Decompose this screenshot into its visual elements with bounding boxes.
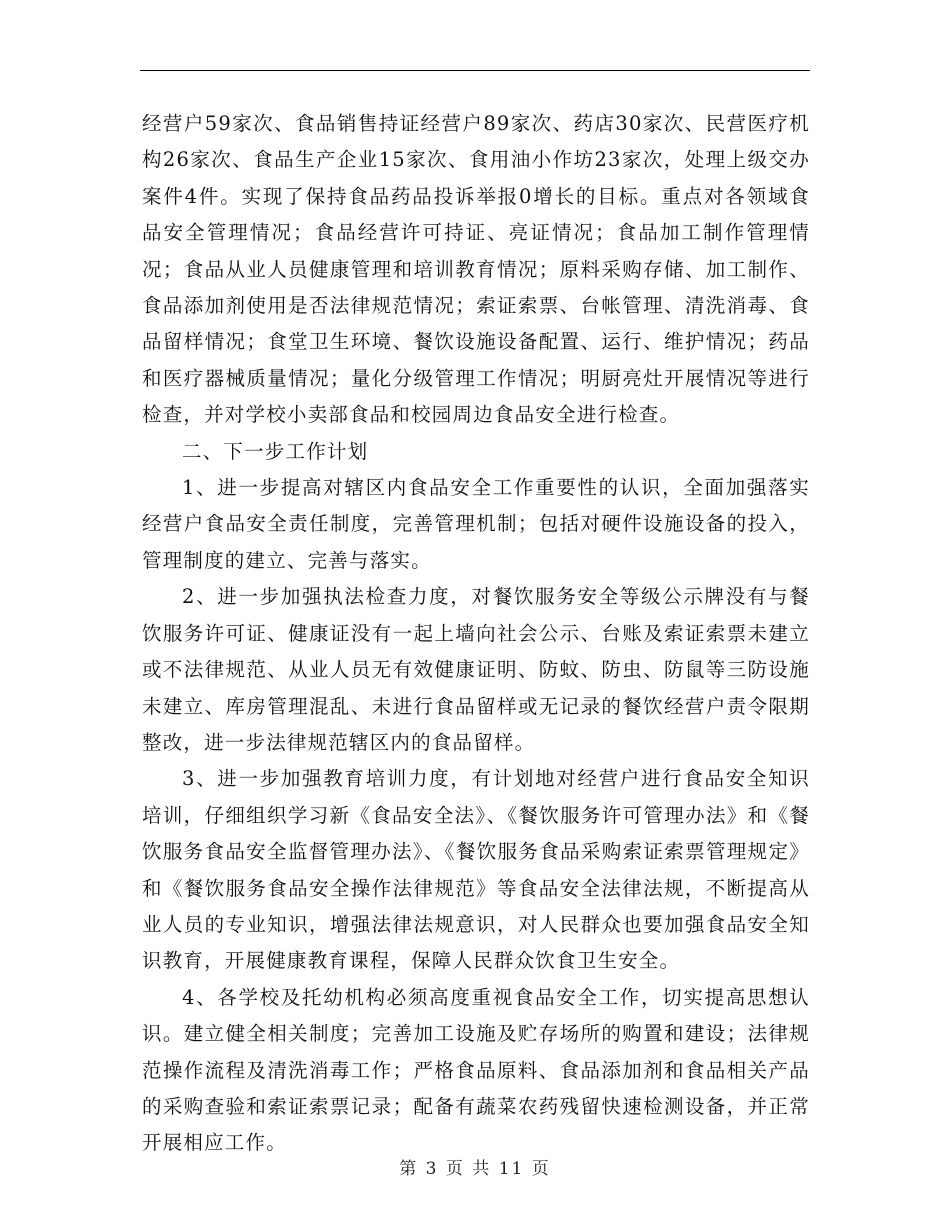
header-rule	[140, 70, 810, 71]
document-body	[142, 106, 810, 1162]
plan-item-4: 4、各学校及托幼机构必须高度重视食品安全工作，切实提高思想认识。建立健全相关制度；完善加工设施及贮存场所的购置和建设；法律规范操作流程及清洗消毒工作；严格食品原料、食品添加剂和食品相关产品的采购查验和索证索票记录；配备有蔬菜农药残留快速检测设备，并正常开展相应工作。	[142, 985, 810, 1155]
plan-item-2: 2、进一步加强执法检查力度，对餐饮服务安全等级公示牌没有与餐饮服务许可证、健康证没有一起上墙向社会公示、台账及索证索票未建立或不法律规范、从业人员无有效健康证明、防蚊、防虫、防鼠等三防设施未建立、库房管理混乱、未进行食品留样或无记录的餐饮经营户责令限期整改，进一步法律规范辖区内的食品留样。	[142, 585, 810, 754]
paragraph-continued: 经营户59家次、食品销售持证经营户89家次、药店30家次、民营医疗机构26家次、食品生产企业15家次、食用油小作坊23家次，处理上级交办案件4件。实现了保持食品药品投诉举报0增长的目标。重点对各领域食品安全管理情况；食品经营许可持证、亮证情况；食品加工制作管理情况；食品从业人员健康管理和培训教育情况；原料采购存储、加工制作、食品添加剂使用是否法律规范情况；索证索票、台帐管理、清洗消毒、食品留样情况；食堂卫生环境、餐饮设施设备配置、运行、维护情况；药品和医疗器械质量情况；量化分级管理工作情况；明厨亮灶开展情况等进行检查，并对学校小卖部食品和校园周边食品安全进行检查。	[142, 112, 810, 427]
section-heading-next-steps: 二、下一步工作计划	[182, 439, 369, 463]
plan-item-1: 1、进一步提高对辖区内食品安全工作重要性的认识，全面加强落实经营户食品安全责任制度，完善管理机制；包括对硬件设施设备的投入，管理制度的建立、完善与落实。	[142, 476, 810, 572]
page-number-footer: 第 3 页 共 11 页	[399, 1159, 551, 1179]
plan-item-3: 3、进一步加强教育培训力度，有计划地对经营户进行食品安全知识培训，仔细组织学习新《食品安全法》、《餐饮服务许可管理办法》和《餐饮服务食品安全监督管理办法》、《餐饮服务食品采购索证索票管理规定》和《餐饮服务食品安全操作法律规范》等食品安全法律法规，不断提高从业人员的专业知识，增强法律法规意识，对人民群众也要加强食品安全知识教育，开展健康教育课程，保障人民群众饮食卫生安全。	[142, 767, 810, 973]
